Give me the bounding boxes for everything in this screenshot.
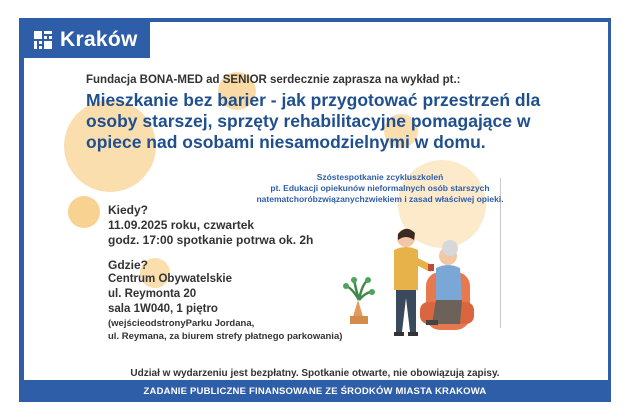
where-venue: Centrum Obywatelskie — [108, 273, 232, 285]
when-date: 11.09.2025 roku, czwartek — [108, 218, 255, 232]
footer-text: ZADANIE PUBLICZNE FINANSOWANE ZE ŚRODKÓW MIASTA KRAKOWA — [143, 385, 487, 397]
meeting-line: natematchorób​związanychzwiekiem i zasad właściwej opieki. — [256, 194, 504, 204]
where-directions: (wejściеodstronyParku Jordana, — [108, 318, 255, 329]
krakow-grid-icon — [34, 31, 52, 49]
lecture-title: Mieszkanie bez barier - jak przygotować przestrzeń dla osoby starszej, sprzęty rehabilitacyjne pomagające w opiece nad osobami niesamodzielnymi w domu. — [86, 90, 541, 152]
funding-footer — [0, 382, 630, 400]
meeting-line: pt. Edukacji opiekunów nieformalnych osób starszych — [270, 183, 490, 193]
krakow-logo — [22, 22, 150, 58]
deco-circle-small — [68, 196, 100, 228]
where-room: sala 1W040, 1 piętro — [108, 303, 218, 315]
where-street: ul. Reymonta 20 — [108, 288, 197, 300]
intro-text: Fundacja BONA-MED ad SENIOR serdecznie zaprasza na wykład pt.: — [86, 74, 461, 86]
when-heading: Kiedy? — [108, 203, 149, 217]
meeting-info — [230, 172, 530, 205]
caregiver-illustration — [340, 220, 480, 345]
where-heading: Gdzie? — [108, 258, 149, 272]
where-directions: ul. Reymana, za biurem strefy płatnego parkowania) — [108, 331, 343, 342]
plant-icon — [343, 277, 375, 324]
when-time: godz. 17:00 spotkanie potrwa ok. 2h — [108, 233, 314, 247]
participation-note: Udział w wydarzeniu jest bezpłatny. Spotkanie otwarte, nie obowiązują zapisy. — [130, 368, 500, 379]
meeting-line: Szóstespotkanie zcykluszkoleń — [316, 172, 444, 182]
logo-text: Kraków — [60, 28, 138, 51]
